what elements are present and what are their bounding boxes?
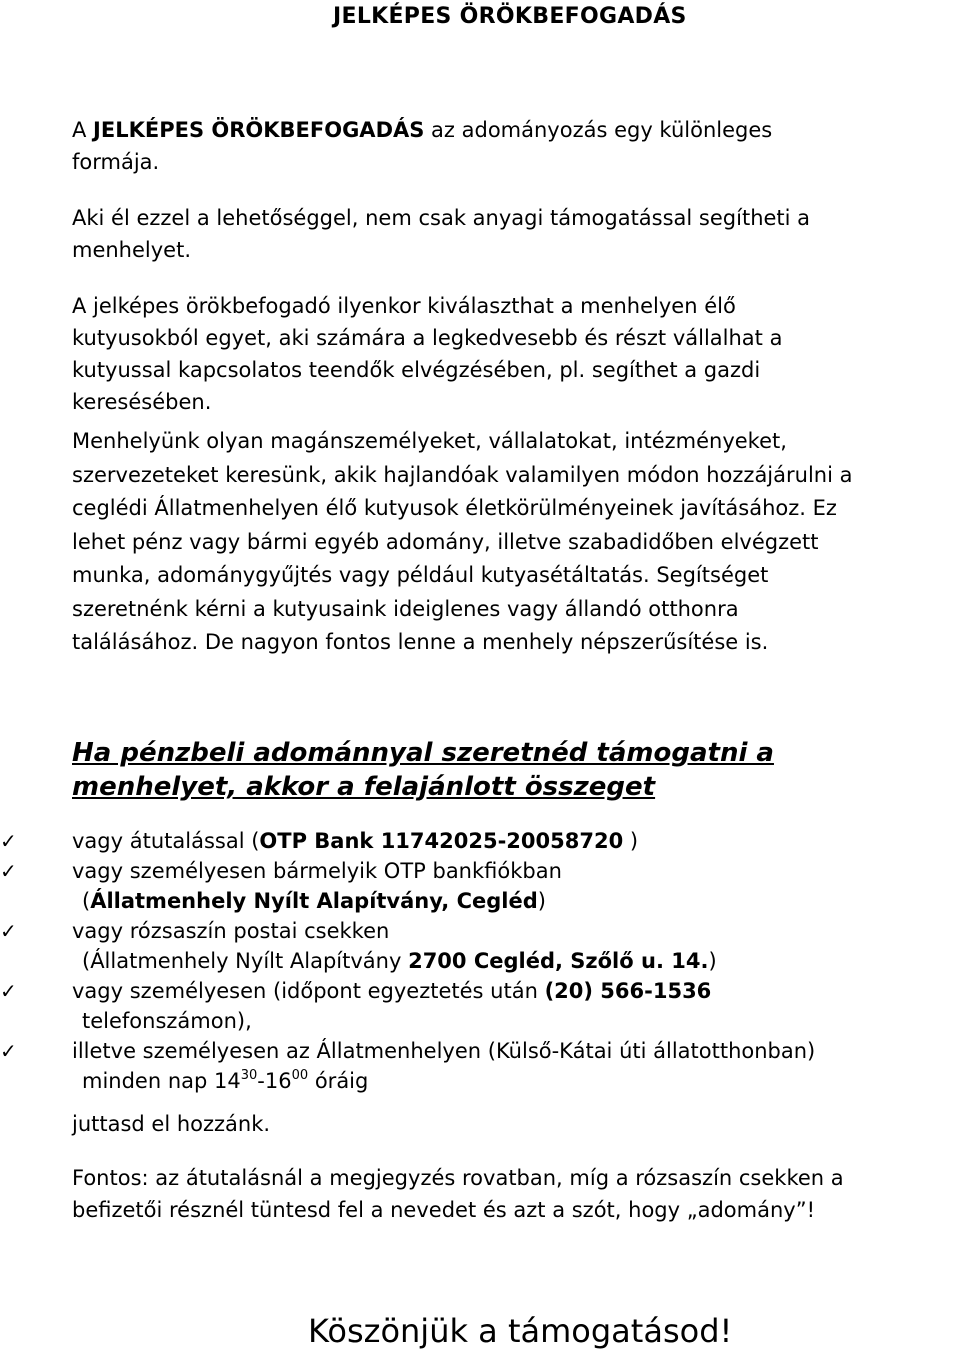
important-note	[72, 1162, 844, 1226]
shelter-line-5: munka, adománygyűjtés vagy például kutyasétáltatás. Segítséget	[72, 563, 769, 587]
intro-line-2: formája.	[72, 150, 160, 174]
donation-methods-list	[0, 826, 960, 1096]
donation-heading	[72, 736, 774, 804]
opportunity-line-2: menhelyet.	[72, 238, 192, 262]
adopter-line-3: kutyussal kapcsolatos teendők elvégzésében, pl. segíthet a gazdi	[72, 358, 761, 382]
thank-you-message: Köszönjük a támogatásod!	[308, 1312, 733, 1350]
postal-address: 2700 Cegléd, Szőlő u. 14.	[408, 949, 709, 973]
shelter-line-6: szeretnénk kérni a kutyusaink ideiglenes vagy állandó otthonra	[72, 596, 739, 621]
donation-heading-line-2: menhelyet, akkor a felajánlott összeget	[72, 772, 656, 802]
bank-account: OTP Bank 11742025-20058720	[259, 829, 624, 853]
shelter-line-3: ceglédi Állatmenhelyen élő kutyusok életkörülményeinek javításához. Ez	[72, 496, 837, 520]
checkmark-icon: ✓	[0, 1039, 17, 1063]
opportunity-line-1: Aki él ezzel a lehetőséggel, nem csak anyagi támogatással segítheti a	[72, 206, 811, 230]
checkmark-icon: ✓	[0, 859, 17, 883]
checkmark-icon: ✓	[0, 829, 17, 853]
beneficiary-name: Állatmenhely Nyílt Alapítvány, Cegléd	[90, 889, 538, 913]
page-title: JELKÉPES ÖRÖKBEFOGADÁS	[333, 4, 687, 29]
opening-hours: minden nap $14^{30}-16^{00}$ óráig	[82, 1068, 369, 1093]
list-item-in-person-appointment: ✓ vagy személyesen (időpont egyeztetés után (20) 566-1536 telefonszámon),	[0, 976, 960, 1036]
adopter-line-1: A jelképes örökbefogadó ilyenkor kiválaszthat a menhelyen élő	[72, 294, 736, 318]
adopter-line-4: keresésében.	[72, 390, 212, 414]
adopter-line-2: kutyusokból egyet, aki számára a legkedvesebb és részt vállalhat a	[72, 326, 783, 350]
note-line-1: Fontos: az átutalásnál a megjegyzés rovatban, míg a rózsaszín csekken a	[72, 1166, 844, 1190]
note-line-2: befizetői résznél tüntesd fel a nevedet és azt a szót, hogy „adomány”!	[72, 1198, 816, 1222]
list-item-postal-cheque: ✓ vagy rózsaszín postai csekken (Állatmenhely Nyílt Alapítvány 2700 Cegléd, Szőlő u. 14.)	[0, 916, 960, 976]
shelter-line-1: Menhelyünk olyan magánszemélyeket, vállalatokat, intézményeket,	[72, 429, 787, 453]
checkmark-icon: ✓	[0, 979, 17, 1003]
closing-line: juttasd el hozzánk.	[72, 1112, 271, 1136]
list-item-bank-branch: ✓ vagy személyesen bármelyik OTP bankfiókban (Állatmenhely Nyílt Alapítvány, Cegléd)	[0, 856, 960, 916]
shelter-paragraph	[72, 425, 960, 660]
intro-bold-term: JELKÉPES ÖRÖKBEFOGADÁS	[93, 118, 425, 142]
shelter-line-2: szervezeteket keresünk, akik hajlandóak valamilyen módon hozzájárulni a	[72, 462, 853, 487]
checkmark-icon: ✓	[0, 919, 17, 943]
phone-number: (20) 566-1536	[544, 979, 712, 1003]
donation-heading-line-1: Ha pénzbeli adománnyal szeretnéd támogatni a	[72, 738, 774, 768]
list-item-in-person-shelter: ✓ illetve személyesen az Állatmenhelyen (Külső-Kátai úti állatotthonban) minden nap $14^{30}-16^{00}$ óráig	[0, 1036, 960, 1096]
shelter-line-4: lehet pénz vagy bármi egyéb adomány, illetve szabadidőben elvégzett	[72, 529, 819, 554]
list-item-transfer: ✓ vagy átutalással (OTP Bank 11742025-20058720 )	[0, 826, 960, 856]
opportunity-paragraph	[72, 202, 956, 266]
adopter-paragraph	[72, 290, 956, 418]
intro-line-1: A JELKÉPES ÖRÖKBEFOGADÁS az adományozás egy különleges	[72, 118, 773, 142]
intro-paragraph	[72, 114, 956, 178]
shelter-line-7: találásához. De nagyon fontos lenne a menhely népszerűsítése is.	[72, 630, 769, 654]
